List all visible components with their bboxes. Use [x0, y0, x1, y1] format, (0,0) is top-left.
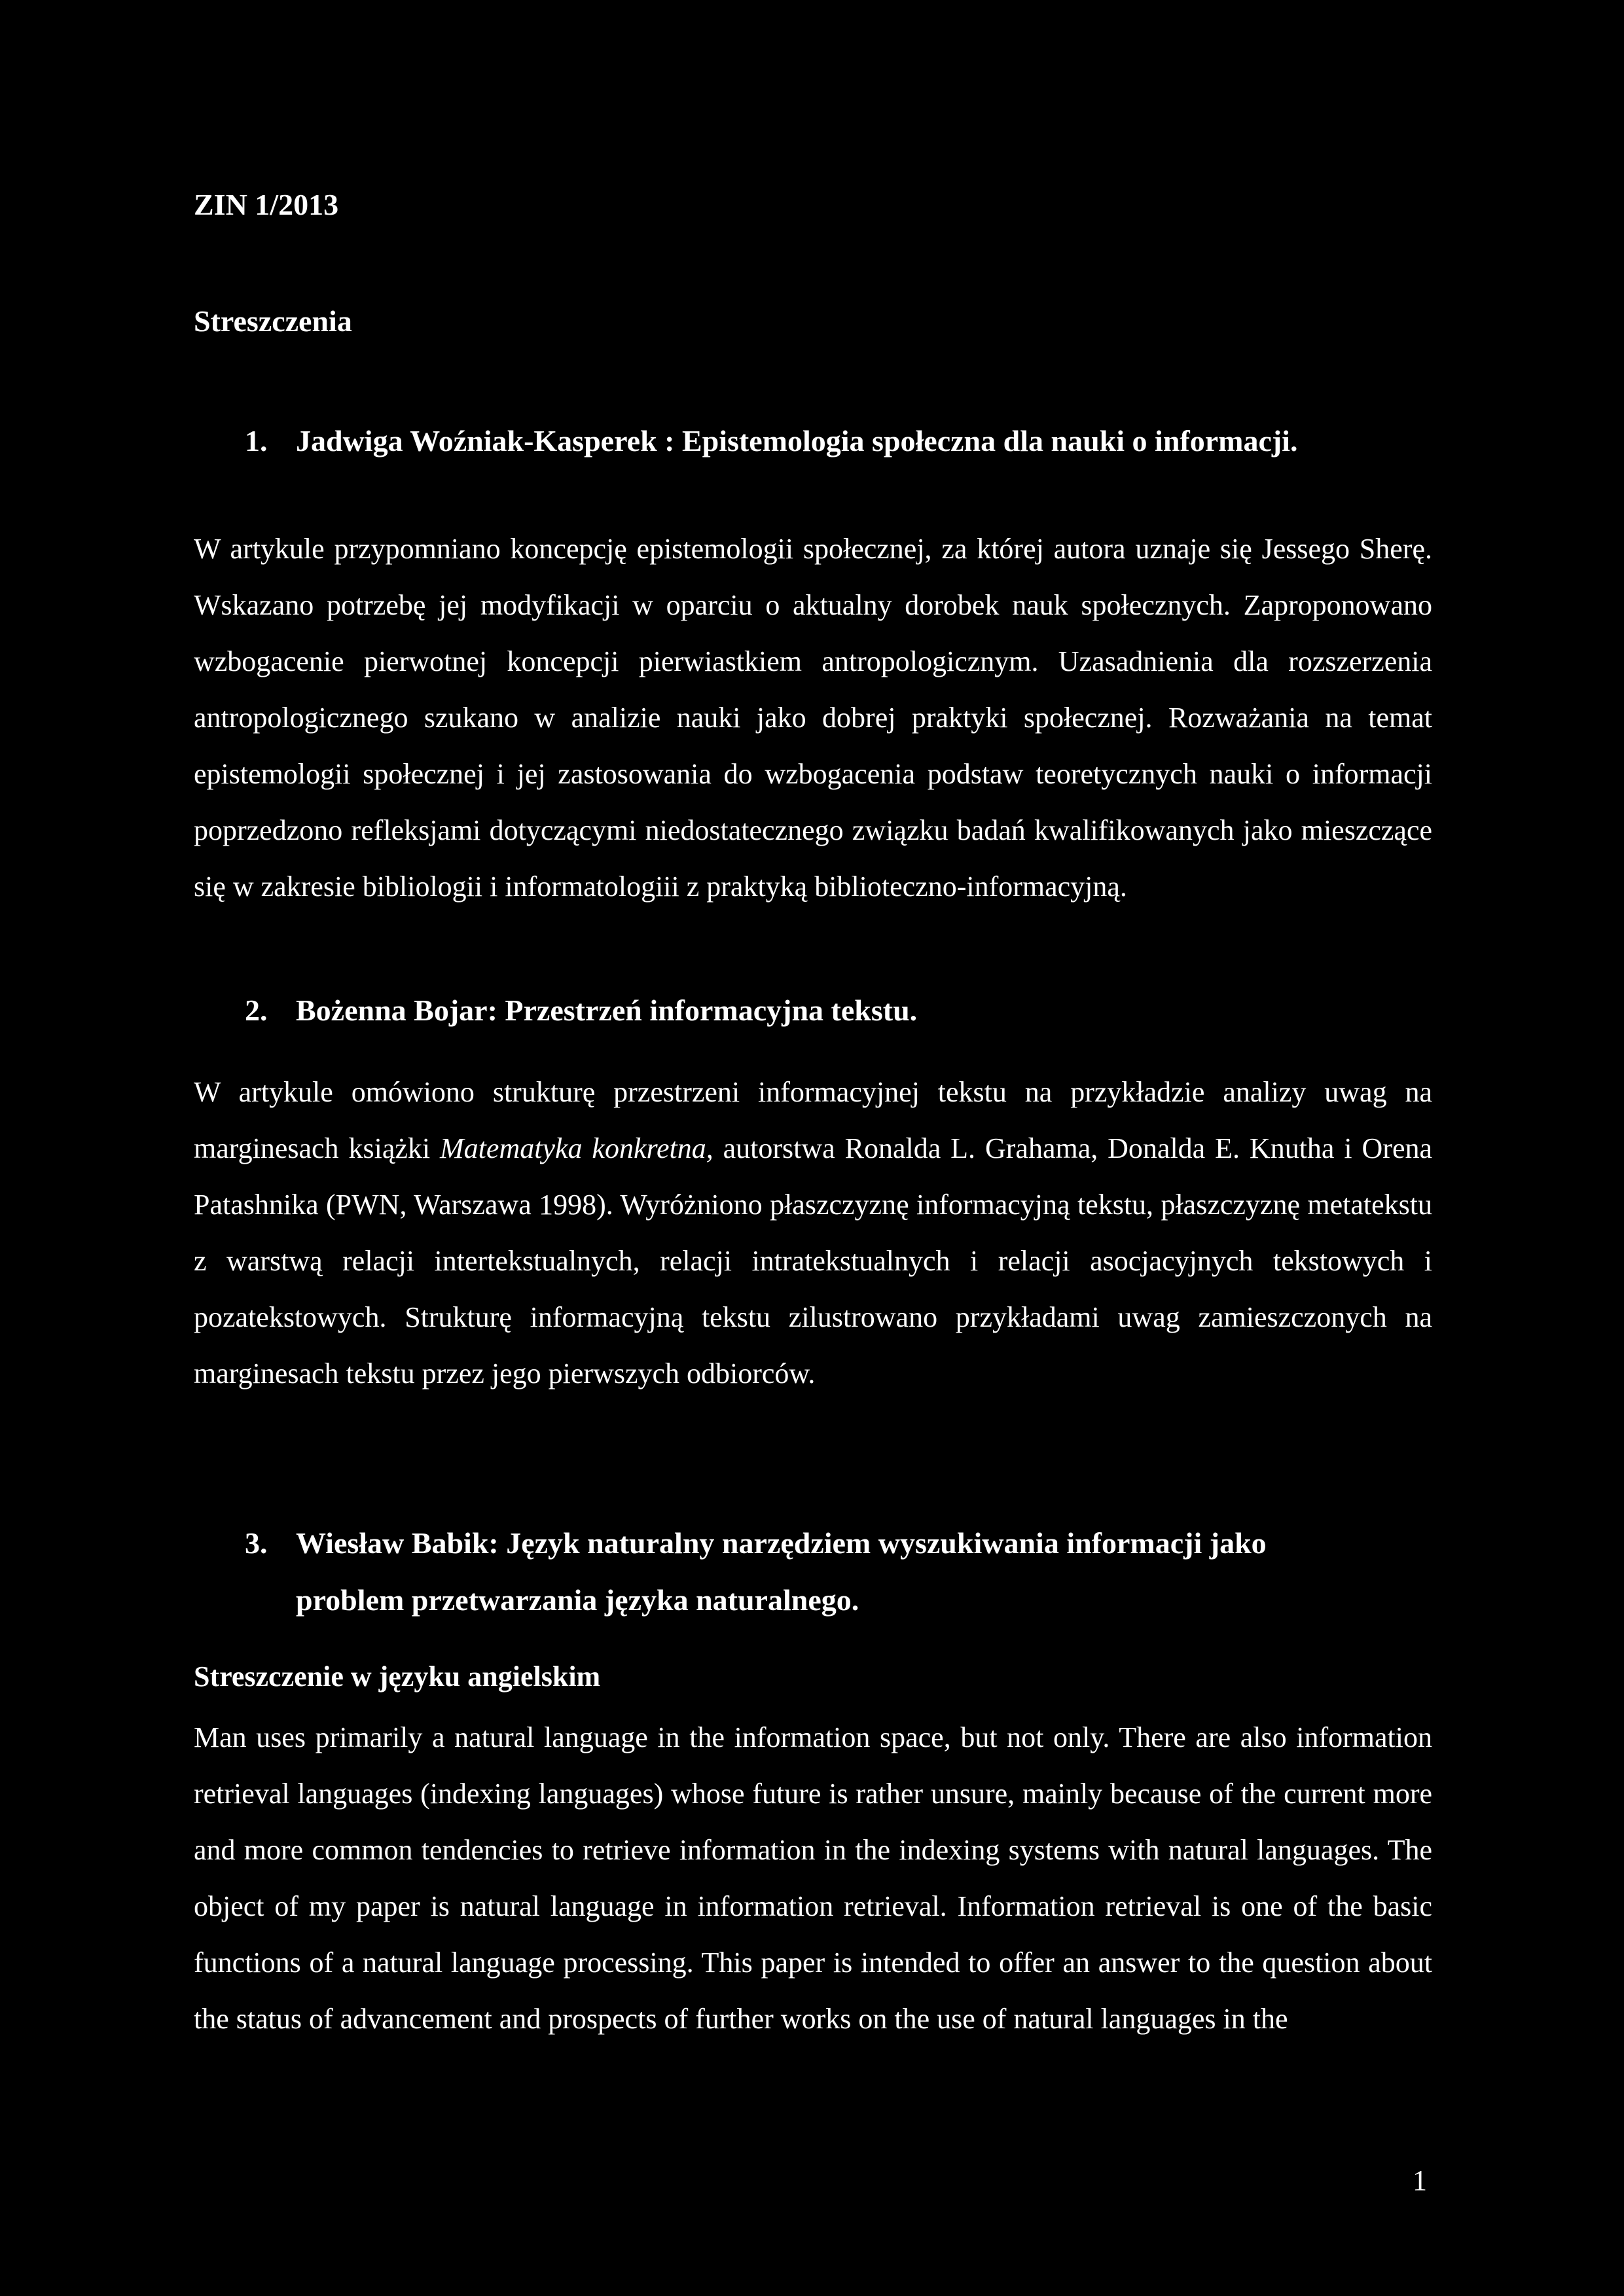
article-2-abstract-start: W artykule omówiono strukturę przestrzeni informacyjnej tekstu na przykładzie analizy uwag na marginesach książki: [194, 1076, 1432, 1164]
article-2-abstract-end: autorstwa Ronalda L. Grahama, Donalda E. Knutha i Orena Patashnika (PWN, Warszawa 1998). Wyróżniono płaszczyznę informacyjną tekstu, płaszczyznę metatekstu z warstwą relacji intertekstualnych, relacji intratekstualnych i relacji asocjacyjnych tekstowych i pozatekstowych. Strukturę informacyjną tekstu zilustrowano przykładami uwag zamieszczonych na marginesach tekstu przez jego pierwszych odbiorców.: [194, 1132, 1433, 1390]
article-3-number: 3.: [245, 1526, 268, 1560]
article-1-heading: [245, 412, 1297, 469]
section-title: Streszczenia: [194, 304, 352, 338]
article-2-title: Bożenna Bojar: Przestrzeń informacyjna tekstu.: [296, 994, 918, 1027]
article-3-abstract: Man uses primarily a natural language in the information space, but not only. There are also information retrieval languages (indexing languages) whose future is rather unsure, mainly because of the current more and more common tendencies to retrieve information in the indexing systems with natural languages. The object of my paper is natural language in information retrieval. Information retrieval is one of the basic functions of a natural language processing. This paper is intended to offer an answer to the question about the status of advancement and prospects of further works on the use of natural languages in the: [194, 1721, 1432, 2035]
page-number: 1: [1413, 2164, 1427, 2197]
article-2-number: 2.: [245, 994, 268, 1027]
article-3-title-line-1: Wiesław Babik: Język naturalny narzędziem wyszukiwania informacji jako: [296, 1526, 1267, 1560]
article-2-book-title: Matematyka konkretna,: [440, 1132, 713, 1164]
article-1-number: 1.: [245, 424, 268, 457]
article-3-title-line-2: problem przetwarzania języka naturalnego.: [296, 1583, 859, 1617]
article-1-abstract: W artykule przypomniano koncepcję epistemologii społecznej, za której autora uznaje się Jessego Sherę. Wskazano potrzebę jej modyfikacji w oparciu o aktualny dorobek nauk społecznych. Zaproponowano wzbogacenie pierwotnej koncepcji pierwiastkiem antropologicznym. Uzasadnienia dla rozszerzenia antropologicznego szukano w analizie nauki jako dobrej praktyki społecznej. Rozważania na temat epistemologii społecznej i jej zastosowania do wzbogacenia podstaw teoretycznych nauki o informacji poprzedzono refleksjami dotyczącymi niedostatecznego związku badań kwalifikowanych jako mieszczące się w zakresie bibliologii i informatologiii z praktyką biblioteczno-informacyjną.: [194, 533, 1432, 903]
article-3-heading: [245, 1515, 1267, 1628]
article-2-heading: [245, 982, 917, 1039]
journal-id: ZIN 1/2013: [194, 188, 339, 221]
article-3-subheading: Streszczenie w języku angielskim: [194, 1660, 601, 1693]
article-1-title: Jadwiga Woźniak-Kasperek : Epistemologia społeczna dla nauki o informacji.: [296, 424, 1298, 457]
article-2-abstract: [194, 1064, 1432, 1402]
